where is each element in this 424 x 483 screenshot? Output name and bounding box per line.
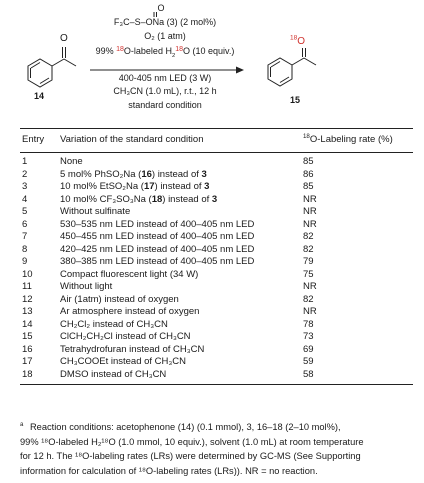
rate-cell: NR [303, 193, 317, 205]
entry-cell: 4 [22, 193, 28, 205]
rate-cell: 85 [303, 181, 314, 192]
table-row [0, 369, 424, 382]
header-variation: Variation of the standard condition [60, 134, 204, 145]
entry-cell: 6 [22, 218, 28, 230]
variation-cell: DMSO instead of CH₃CN [60, 368, 167, 380]
rate-cell: 78 [303, 318, 314, 330]
variation-cell: None [60, 156, 83, 167]
start-carbonyl-oxygen: O [60, 33, 68, 44]
variation-part: 5 mol% PhSO₂Na ( [60, 168, 142, 180]
table-row [0, 169, 424, 182]
table-header-rule [20, 152, 413, 153]
entry-cell: 1 [22, 156, 28, 167]
variation-cell: Ar atmosphere instead of oxygen [60, 306, 200, 317]
entry-cell: 5 [22, 206, 28, 217]
table-row [0, 306, 424, 319]
table-row [0, 181, 424, 194]
table-row [0, 219, 424, 232]
entry-cell: 12 [22, 293, 33, 305]
variation-cell: ClCH₂CH₂Cl instead of CH₃CN [60, 331, 191, 342]
table-row [0, 344, 424, 357]
variation-part: 16 [141, 168, 152, 180]
footnote-line: 99% ¹⁸O-labeled H₂¹⁸O (1.0 mmol, 10 equiv.), solvent (1.0 mL) at room temperature [20, 436, 364, 447]
sulfinate-reagent: F₃C–S–ONa (3) (2 mol%) [113, 17, 217, 27]
rate-cell: NR [303, 306, 317, 317]
table-row [0, 281, 424, 294]
variation-part: 3 [211, 193, 218, 205]
variation-part: 10 mol% EtSO₂Na ( [60, 181, 144, 192]
variation-cell: Without sulfinate [60, 206, 131, 217]
variation-cell: Tetrahydrofuran instead of CH₃CN [60, 343, 205, 355]
rate-cell: NR [303, 206, 317, 217]
table-row [0, 156, 424, 169]
footnote-line: for 12 h. The ¹⁸O-labeling rates (LRs) were determined by GC-MS (See Supporting [20, 451, 361, 461]
variation-cell: 450–455 nm LED instead of 400–405 nm LED [60, 231, 255, 242]
variation-cell: Without light [60, 281, 113, 292]
rate-cell: 75 [303, 268, 314, 280]
standard-condition-label: standard condition [128, 100, 202, 110]
rate-cell: 82 [303, 243, 314, 255]
entry-cell: 13 [22, 306, 33, 317]
entry-cell: 16 [22, 343, 33, 355]
table-row [0, 294, 424, 307]
rate-cell: 82 [303, 293, 314, 305]
variation-cell [60, 181, 209, 194]
variation-cell [60, 169, 207, 182]
entry-cell: 9 [22, 256, 28, 267]
header-entry: Entry [22, 134, 45, 145]
entry-cell: 11 [22, 281, 32, 292]
variation-part: 3 [201, 168, 207, 180]
footnote-line: information for calculation of ¹⁸O-labeling rates (LRs)). NR = no reaction. [20, 465, 318, 476]
entry-cell: 15 [22, 331, 33, 342]
product-carbonyl-oxygen: $^{18}$O [290, 34, 306, 47]
sulfinate-oxygen: O [157, 3, 165, 13]
table-row [0, 206, 424, 219]
variation-part: 18 [151, 193, 163, 205]
variation-cell: 530–535 nm LED instead of 400–405 nm LED [60, 218, 255, 230]
start-compound-label: 14 [34, 91, 45, 101]
rate-cell: NR [303, 218, 317, 230]
table-row [0, 244, 424, 257]
entry-cell: 17 [22, 356, 33, 367]
table-row [0, 269, 424, 282]
variation-cell: CH₂Cl₂ instead of CH₃CN [60, 318, 168, 330]
led-condition: 400-405 nm LED (3 W) [118, 73, 212, 83]
rate-cell: 69 [303, 343, 314, 355]
entry-cell: 14 [22, 318, 33, 330]
table-body [0, 156, 424, 381]
table-row [0, 356, 424, 369]
labeled-water-condition: 99% $^{18}$O-labeled $H_2^{18}O$ (10 equiv.) [95, 46, 235, 59]
rate-cell: NR [303, 281, 317, 292]
table-row [0, 319, 424, 332]
variation-cell [60, 194, 217, 207]
footnote-line: $^a$ Reaction conditions: acetophenone (14) (0.1 mmol), 3, 16–18 (2–10 mol%), [20, 421, 341, 432]
table-row [0, 331, 424, 344]
rate-cell: 85 [303, 156, 314, 167]
variation-part: ) instead of [162, 193, 212, 205]
rate-cell: 58 [303, 368, 314, 380]
variation-part: 17 [143, 181, 155, 192]
rate-cell: 59 [303, 356, 314, 367]
table-bottom-rule [20, 384, 413, 385]
variation-part: 10 mol% CF₃SO₃Na ( [60, 193, 152, 205]
table-top-rule [20, 128, 413, 129]
entry-cell: 10 [22, 268, 33, 280]
header-labeling-rate: $^{18}$O-Labeling rate (%) [303, 132, 393, 145]
rate-cell: 79 [303, 256, 314, 267]
product-compound-label: 15 [290, 95, 301, 105]
table-footnote [20, 420, 414, 478]
rate-cell: 86 [303, 168, 314, 180]
entry-cell: 18 [22, 368, 33, 380]
acetophenone-structure [28, 47, 76, 87]
table-row [0, 256, 424, 269]
entry-cell: 8 [22, 243, 28, 255]
labeled-acetophenone-structure [268, 48, 316, 86]
variation-cell: 420–425 nm LED instead of 400–405 nm LED [60, 243, 255, 255]
solvent-condition: CH₃CN (1.0 mL), r.t., 12 h [113, 86, 217, 96]
variation-cell: Compact fluorescent light (34 W) [60, 268, 199, 280]
rate-cell: 82 [303, 231, 314, 242]
table-row [0, 194, 424, 207]
table-row [0, 231, 424, 244]
variation-part: 3 [204, 181, 210, 192]
variation-cell: CH₃COOEt instead of CH₃CN [60, 356, 186, 367]
variation-part: ) instead of [154, 181, 205, 192]
reaction-scheme [0, 0, 424, 122]
entry-cell: 3 [22, 181, 28, 192]
variation-part: ) instead of [151, 168, 202, 180]
entry-cell: 7 [22, 231, 28, 242]
variation-cell: 380–385 nm LED instead of 400–405 nm LED [60, 256, 255, 267]
variation-cell: Air (1atm) instead of oxygen [60, 293, 179, 305]
entry-cell: 2 [22, 168, 28, 180]
oxygen-condition: O₂ (1 atm) [144, 31, 186, 41]
rate-cell: 73 [303, 331, 314, 342]
